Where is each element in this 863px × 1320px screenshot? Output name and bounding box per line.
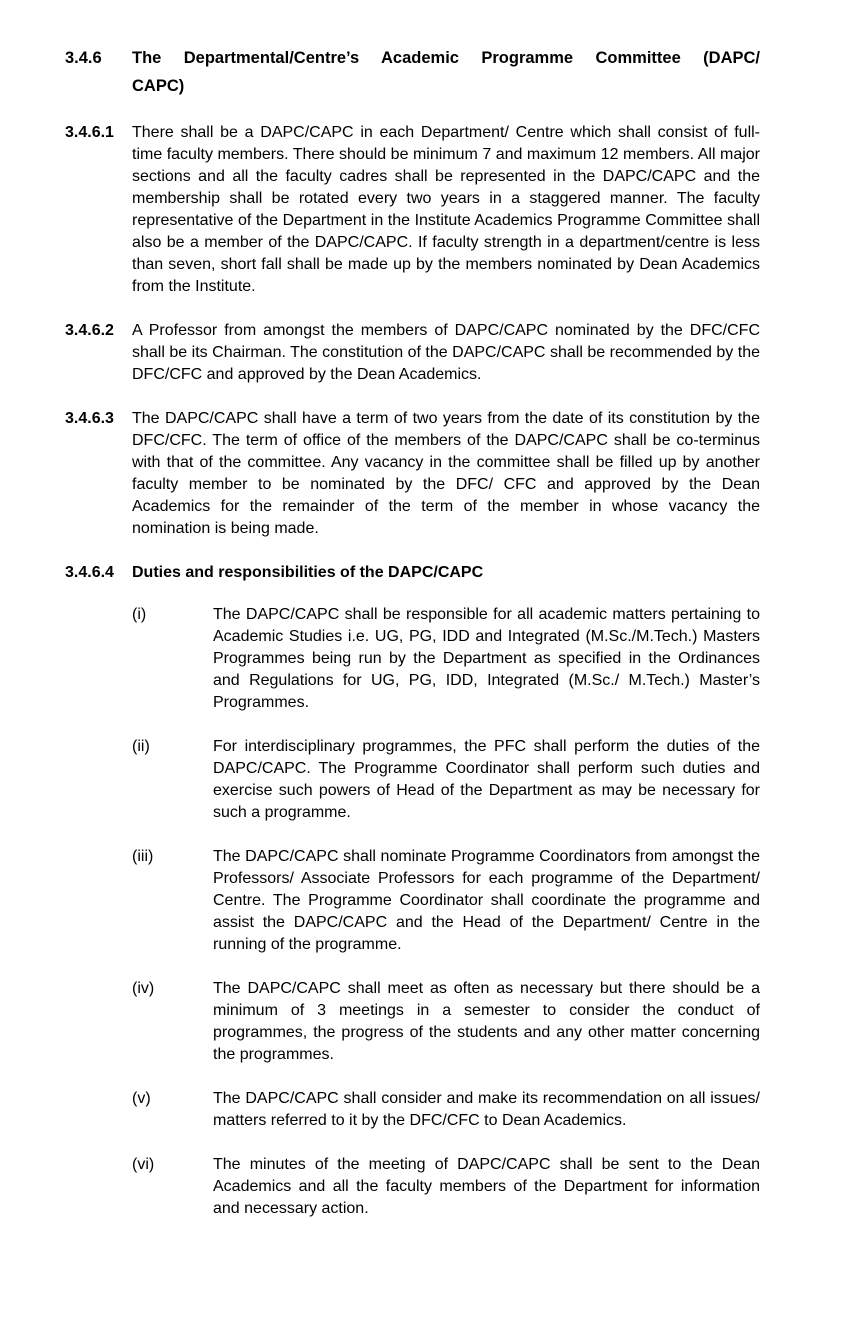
clause-3-4-6-1: [65, 122, 760, 298]
clause-number: 3.4.6.2: [65, 322, 114, 339]
section-heading-line2: CAPC): [132, 77, 185, 95]
list-item-text: For interdisciplinary programmes, the PFC shall perform the duties of the DAPC/CAPC. The Programme Coordinator shall perform such duties and exercise such powers of Head of the Department as may be necessary for such a programme.: [213, 738, 760, 821]
clause-number: 3.4.6.3: [65, 410, 114, 427]
clause-3-4-6-3: [65, 408, 760, 540]
clause-text: The DAPC/CAPC shall have a term of two years from the date of its constitution by the DFC/CFC. The term of office of the members of the DAPC/CAPC shall be co-terminus with that of the committee. Any vacancy in the committee shall be filled up by another faculty member to be nominated by the DFC/ CFC and approved by the Dean Academics for the remainder of the term of the member in whose vacancy the nomination is being made.: [132, 410, 760, 537]
list-item-label: (v): [132, 1090, 151, 1107]
list-item-label: (iii): [132, 848, 154, 865]
list-item-text: The DAPC/CAPC shall be responsible for all academic matters pertaining to Academic Studies i.e. UG, PG, IDD and Integrated (M.Sc./M.Tech.) Masters Programmes being run by the Department as specified in the Ordinances and Regulations for UG, PG, IDD, Integrated (M.Sc./ M.Tech.) Master’s Programmes.: [213, 606, 760, 711]
section-heading-line1: The Departmental/Centre’s Academic Programme Committee (DAPC/: [132, 49, 760, 67]
duties-item-iv: [132, 978, 760, 1066]
duties-item-i: [132, 604, 760, 714]
clause-number: 3.4.6.4: [65, 564, 114, 581]
list-item-label: (ii): [132, 738, 150, 755]
duties-item-vi: [132, 1154, 760, 1220]
duties-item-ii: [132, 736, 760, 824]
section-heading: [65, 44, 760, 100]
clause-text: There shall be a DAPC/CAPC in each Department/ Centre which shall consist of full-time faculty members. There should be minimum 7 and maximum 12 members. All major sections and all the faculty cadres shall be represented in the DAPC/CAPC and the membership shall be rotated every two years in a staggered manner. The faculty representative of the Department in the Institute Academics Programme Committee shall also be a member of the DAPC/CAPC. If faculty strength in a department/centre is less than seven, short fall shall be made up by the members nominated by Dean Academics from the Institute.: [132, 124, 760, 295]
list-item-label: (vi): [132, 1156, 155, 1173]
duties-item-v: [132, 1088, 760, 1132]
clause-3-4-6-2: [65, 320, 760, 386]
duties-heading-text: Duties and responsibilities of the DAPC/CAPC: [132, 564, 484, 581]
clause-text: A Professor from amongst the members of DAPC/CAPC nominated by the DFC/CFC shall be its Chairman. The constitution of the DAPC/CAPC shall be recommended by the DFC/CFC and approved by the Dean Academics.: [132, 322, 760, 383]
section-number: 3.4.6: [65, 49, 102, 67]
list-item-label: (i): [132, 606, 147, 623]
list-item-label: (iv): [132, 980, 155, 997]
list-item-text: The minutes of the meeting of DAPC/CAPC shall be sent to the Dean Academics and all the faculty members of the Department for information and necessary action.: [213, 1156, 760, 1217]
section-heading-text: [132, 44, 760, 100]
duties-item-iii: [132, 846, 760, 956]
list-item-text: The DAPC/CAPC shall consider and make its recommendation on all issues/ matters referred to it by the DFC/CFC to Dean Academics.: [213, 1090, 760, 1129]
list-item-text: The DAPC/CAPC shall meet as often as necessary but there should be a minimum of 3 meetings in a semester to consider the conduct of programmes, the progress of the students and any other matter concerning the programmes.: [213, 980, 760, 1063]
list-item-text: The DAPC/CAPC shall nominate Programme Coordinators from amongst the Professors/ Associate Professors for each programme of the Department/ Centre. The Programme Coordinator shall coordinate the programme and assist the DAPC/CAPC and the Head of the Department/ Centre in the running of the programme.: [213, 848, 760, 953]
duties-heading: [65, 562, 760, 584]
clause-number: 3.4.6.1: [65, 124, 114, 141]
